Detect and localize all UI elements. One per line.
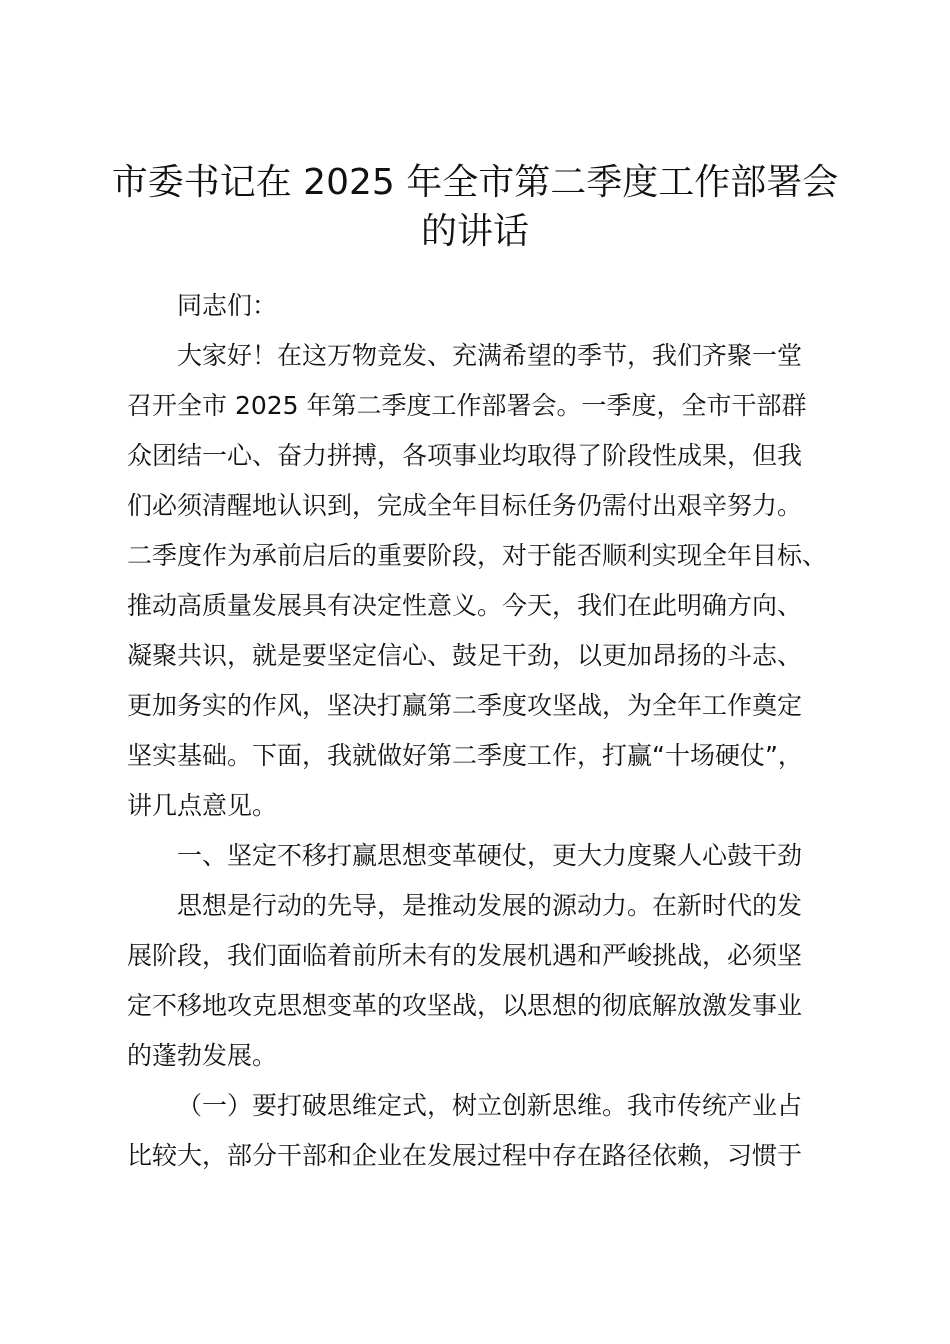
paragraph-line: 大家好！在这万物竞发、充满希望的季节，我们齐聚一堂 (177, 341, 803, 370)
document-title-line-1: 市委书记在 2025 年全市第二季度工作部署会 (111, 162, 839, 203)
paragraph-line: 思想是行动的先导，是推动发展的源动力。在新时代的发 (177, 891, 803, 920)
paragraph-line: 推动高质量发展具有决定性意义。今天，我们在此明确方向、 (127, 591, 803, 620)
paragraph-line: 二季度作为承前启后的重要阶段，对于能否顺利实现全年目标、 (127, 541, 828, 570)
paragraph-line: 凝聚共识，就是要坚定信心、鼓足干劲，以更加昂扬的斗志、 (127, 641, 803, 670)
paragraph-line: 召开全市 2025 年第二季度工作部署会。一季度，全市干部群 (127, 391, 807, 420)
paragraph-line: 们必须清醒地认识到，完成全年目标任务仍需付出艰辛努力。 (127, 491, 803, 520)
section-heading: 一、坚定不移打赢思想变革硬仗，更大力度聚人心鼓干劲 (177, 841, 803, 870)
paragraph-line: 坚实基础。下面，我就做好第二季度工作，打赢“十场硬仗”， (127, 741, 803, 770)
paragraph-line: （一）要打破思维定式，树立创新思维。我市传统产业占 (177, 1091, 803, 1120)
paragraph-line: 定不移地攻克思想变革的攻坚战，以思想的彻底解放激发事业 (127, 991, 803, 1020)
paragraph-line: 的蓬勃发展。 (127, 1041, 278, 1070)
document-title-line-2: 的讲话 (420, 211, 529, 252)
paragraph-line: 讲几点意见。 (127, 791, 278, 820)
paragraph-line: 展阶段，我们面临着前所未有的发展机遇和严峻挑战，必须坚 (127, 941, 803, 970)
paragraph-line: 众团结一心、奋力拼搏，各项事业均取得了阶段性成果，但我 (127, 441, 803, 470)
paragraph-line: 更加务实的作风，坚决打赢第二季度攻坚战，为全年工作奠定 (127, 691, 803, 720)
salutation: 同志们： (177, 291, 278, 320)
paragraph-line: 比较大，部分干部和企业在发展过程中存在路径依赖，习惯于 (127, 1141, 803, 1170)
